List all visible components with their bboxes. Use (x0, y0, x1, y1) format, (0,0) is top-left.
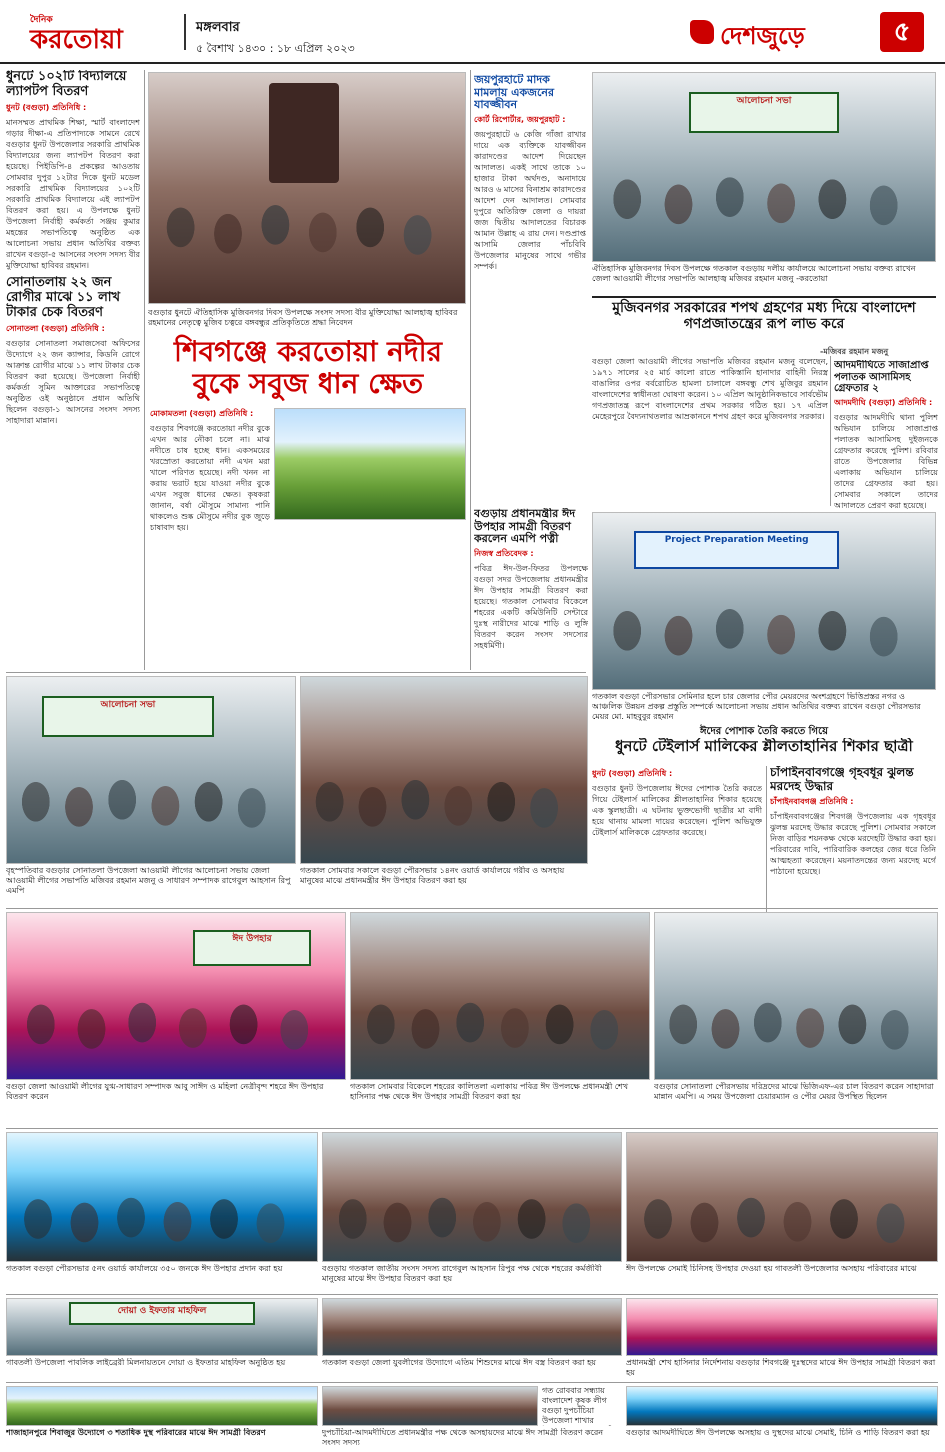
row-rule (6, 1128, 938, 1129)
iftar-banner: দোয়া ও ইফতার মাহফিল (69, 1302, 255, 1324)
article-cheque (6, 276, 140, 666)
body-green-paddy: বগুড়ার শিবগঞ্জে করতোয়া নদীর বুকে এখন আর নৌকা চলে না। মাঝ নদীতে চাষ হচ্ছে ধান। একসময়ের খরস্রোতা করতোয়া নদী এখন মরা খালে পরিণত হয়েছে। নদী খনন না করায় ভরাট হয়ে যাওয়া নদীর বুকে এখন সবুজ ধানের ক্ষেত। কৃষকরা জানান, বর্ষা মৌসুমে সামান্য পানি থাকলেও শুষ্ক মৌসুমে নদীর বুক জুড়ে চাষাবাদ হয়। (150, 424, 270, 532)
caption-krishak-league: গত রোববার সন্ধ্যায় বাংলাদেশ কৃষক লীগ বগুড়া দুপচাঁচিয়া উপজেলা শাখার (542, 1386, 607, 1425)
photo-project-meeting (592, 512, 936, 690)
photo-shajahanpur-gift (6, 1386, 318, 1426)
project-banner: Project Preparation Meeting (634, 531, 839, 570)
caption-ward-gift: গতকাল সোমবার সকালে বগুড়া পৌরসভার ১৪নং ওয়ার্ড কার্যালয়ে গরীব ও অসহায় মানুষের মাঝে প্রধানমন্ত্রীর ঈদ উপহার বিতরণ করা হয় (300, 866, 565, 885)
caption-shajahanpur-gift: শাজাহানপুরে শিবাজুর উদ্যোগে ৩ শতাধিক দুস্থ পরিবারের মাঝে ঈদ সামগ্রী বিতরণ (6, 1428, 266, 1437)
page-number: ৫ (880, 12, 924, 52)
body-housewife: চাঁপাইনবাবগঞ্জের শিবগঞ্জ উপজেলায় এক গৃহবধূর ঝুলন্ত মরদেহ উদ্ধার করেছে পুলিশ। সোমবার সকালে নিজ বাড়ির শয়নকক্ষ থেকে মরদেহটি উদ্ধার করা হয়। পরিবারের দাবি, পারিবারিক কলহের জের ধরে তিনি আত্মহত্যা করেছেন। ময়নাতদন্তের জন্য মরদেহ মর্গে পাঠানো হয়েছে। (770, 811, 936, 876)
photo-crowd (7, 1191, 317, 1261)
caption-tribute: বগুড়ার ধুনটে ঐতিহাসিক মুজিবনগর দিবস উপলক্ষে সংসদ সদস্য বীর মুক্তিযোদ্ধা আলহাজ্ব হাবিবর রহমানের নেতৃত্বে মুজিব চত্বরে বঙ্গবন্ধুর প্রতিকৃতিতে শ্রদ্ধা নিবেদন (148, 308, 458, 327)
article-laptop (6, 70, 140, 270)
issue-day: মঙ্গলবার (196, 20, 240, 35)
article-eid-gift (474, 508, 588, 668)
body-mujibnagar: বগুড়া জেলা আওয়ামী লীগের সভাপতি মজিবর রহমান মজনু বলেছেন, ১৯৭১ সালের ২৫ মার্চ কালো রাতে পাকিস্তানি হানাদার বাহিনী নিরস্ত্র বাঙালির ওপর বর্বরোচিত হামলা চালালে বঙ্গবন্ধু শেখ মুজিবুর রহমান বাংলাদেশের স্বাধীনতা ঘোষণা করেন। ১০ এপ্রিল আনুষ্ঠানিকভাবে সার্বভৌম গণপ্রজাতন্ত্র রূপে বাংলাদেশের প্রথম সরকার গঠিত হয়। ১৭ এপ্রিল মেহেরপুরে বৈদ্যনাথতলার আম্রকাননে শপথ গ্রহণ করে মুজিবনগর সরকার। (592, 357, 828, 421)
caption-mujibnagar-text: ঐতিহাসিক মুজিবনগর দিবস উপলক্ষে গতকাল বগুড়ায় দলীয় কার্যালয়ে আলোচনা সভায় বক্তব্য রাখেন জেলা আওয়ামী লীগের সভাপতি আলহাজ্ব মজিবর রহমান মজনু (592, 264, 916, 283)
photo-crowd (149, 177, 465, 304)
caption-iftar-mahfil: গাবতলী উপজেলা পাবলিক লাইব্রেরী মিলনায়তনে দোয়া ও ইফতার মাহফিল অনুষ্ঠিত হয় (6, 1358, 286, 1367)
caption-shibganj-gift: প্রধানমন্ত্রী শেখ হাসিনার নির্দেশনায় বগুড়ার শিবগঞ্জে দুঃস্থদের মাঝে ঈদ উপহার সামগ্রী বিতরণ করা হয় (626, 1358, 936, 1377)
caption-vgf-rice: বগুড়ার সোনাতলা পৌরসভায় দরিদ্রদের মাঝে ভিজিএফ-এর চাল বিতরণ করেন সাহাদারা মান্নান এমপি। এ সময় উপজেলা চেয়ারম্যান ও পৌর মেয়র উপস্থিত ছিলেন (654, 1082, 934, 1101)
photo-adamdighi-gift (626, 1386, 938, 1426)
photo-eid-women (6, 912, 346, 1080)
body-drugs: জয়পুরহাটে ৬ কেজি গাঁজা রাখার দায়ে এক ব্যক্তিকে যাবজ্জীবন কারাদণ্ডের আদেশ দিয়েছেন আদালত। একই সাথে তাকে ১০ হাজার টাকা অর্থদণ্ড, অনাদায়ে আরও ৬ মাসের বিনাশ্রম কারাদণ্ডের আদেশ দেন আদালত। সোমবার দুপুরে অতিরিক্ত জেলা ও দায়রা জজ দ্বিতীয় আদালতের বিচারক আমান উল্লাহ এ রায় দেন। দণ্ডপ্রাপ্ত আসামি জেলার পাঁচবিবি উপজেলার মানুষের সাথে গভীর সম্পর্ক। (474, 129, 586, 271)
article-drugs (474, 74, 586, 504)
portrait-frame (269, 83, 339, 183)
headline-mujibnagar: মুজিবনগর সরকারের শপথ গ্রহণের মধ্য দিয়ে বাংলাদেশ গণপ্রজাতন্ত্রের রূপ লাভ করে (612, 300, 916, 333)
headline-housewife: চাঁপাইনবাবগঞ্জে গৃহবধূর ঝুলন্ত মরদেহ উদ্ধার (770, 766, 914, 793)
headline-cheque: সোনাতলায় ২২ জন রোগীর মাঝে ১১ লাখ টাকার চেক বিতরণ (6, 276, 121, 320)
photo-sonatola-meeting (6, 676, 296, 864)
photo-orphan-cloth (322, 1298, 622, 1356)
row-rule (6, 1382, 938, 1383)
photo-crowd (655, 988, 937, 1079)
row-rule (6, 1294, 938, 1295)
headline-laptop: ধুনটে ১০২টি বিদ্যালয়ে ল্যাপটপ বিতরণ (6, 70, 127, 99)
photo-tribute (148, 72, 466, 304)
caption-mp-gift: বগুড়ায় গতকাল জাতীয় সংসদ সদস্য রাগেবুল আহসান রিপুর পক্ষ থেকে শহরের কর্মজীবী মানুষের মাঝে ঈদ উপহার বিতরণ করা হয় (322, 1264, 602, 1283)
masthead (0, 0, 945, 64)
article-green-paddy (150, 406, 270, 636)
headline-arrest: আদমদীঘিতে সাজাপ্রাপ্ত পলাতক আসামিসহ গ্রেফতার ২ (834, 360, 929, 394)
column-rule (470, 70, 471, 670)
kicker-eid-dress: ঈদের পোশাক তৈরি করতে গিয়ে (699, 726, 829, 737)
byline-arrest: আদমদীঘি (বগুড়া) প্রতিনিধি : (834, 397, 933, 407)
byline-laptop: ধুনট (বগুড়া) প্রতিনিধি : (6, 102, 87, 112)
meeting-banner: আলোচনা সভা (42, 696, 215, 737)
photo-crowd (323, 1191, 621, 1261)
headline-eid-gift: বগুড়ায় প্রধানমন্ত্রীর ঈদ উপহার সামগ্রী বিতরণ করলেন এমপি পত্নী (474, 508, 576, 546)
photo-crowd (351, 988, 649, 1079)
masthead-divider (184, 14, 186, 50)
byline-cheque: সোনাতলা (বগুড়া) প্রতিনিধি : (6, 323, 105, 333)
photo-ward-gift (300, 676, 588, 864)
row-rule (6, 672, 586, 673)
caption-sonatola-meeting: বৃহস্পতিবার বগুড়ার সোনাতলা উপজেলা আওয়ামী লীগের আলোচনা সভায় জেলা আওয়ামী লীগের সভাপতি মজিবর রহমান মজনু ও সাধারণ সম্পাদক রাগেবুল আহসান রিপু এমপি (6, 866, 291, 895)
newspaper-logo (30, 12, 170, 55)
meeting-banner: আলোচনা সভা (689, 92, 839, 133)
photo-vgf-rice (654, 912, 938, 1080)
article-arrest (834, 360, 938, 510)
photo-dupchanchia-gift (322, 1386, 538, 1426)
photo-crowd (301, 761, 587, 863)
article-housewife (770, 766, 936, 936)
logo-small-text: দৈনিক (30, 15, 53, 25)
article-tailor (592, 766, 762, 936)
caption-mujibnagar-credit: -করতোয়া (796, 274, 828, 283)
byline-eid-gift: নিজস্ব প্রতিবেদক : (474, 548, 534, 558)
section-title: দেশজুড়ে (720, 22, 805, 50)
byline-drugs: কোর্ট রিপোর্টার, জয়পুরহাট : (474, 114, 566, 124)
column-rule (830, 356, 831, 506)
photo-crowd (593, 158, 935, 261)
caption-project-meeting: গতকাল বগুড়া পৌরসভার সেমিনার হলে চার জেলার পৌর মেয়রদের অংশগ্রহণে ভিত্তিপ্রস্তর নগর ও আঞ্চলিক উন্নয়ন প্রকল্প প্রস্তুতি সম্পর্কে আলোচনা সভায় প্রধান অতিথির বক্তব্য রাখেন বগুড়া পৌরসভার মেয়র মো. মাহবুবুর রহমান (592, 692, 921, 721)
photo-gabtoli-gift (626, 1132, 938, 1262)
caption-dupchanchia-gift: দুপচাঁচিয়া-আদমদীঘিতে প্রধানমন্ত্রীর পক্ষ থেকে অসহায়দের মাঝে ঈদ সামগ্রী বিতরণ করেন সংসদ সদস্য (322, 1428, 604, 1447)
photo-shibganj-gift (626, 1298, 938, 1356)
caption-orphan-cloth: গতকাল বগুড়া জেলা যুবলীগের উদ্যোগে এতিম শিশুদের মাঝে ঈদ বস্ত্র বিতরণ করা হয় (322, 1358, 596, 1367)
row-rule (6, 908, 938, 909)
byline-housewife: চাঁপাইনবাবগঞ্জ প্রতিনিধি : (770, 796, 854, 806)
photo-iftar-mahfil (6, 1298, 318, 1356)
headline-drugs: জয়পুরহাটে মাদক মামলায় একজনের যাবজ্জীবন (474, 74, 555, 112)
bangladesh-map-icon (690, 20, 714, 44)
column-rule (766, 766, 767, 936)
headline-block-mujibnagar (592, 296, 936, 342)
body-eid-gift: পবিত্র ঈদ-উল-ফিতর উপলক্ষে বগুড়া সদর উপজেলায় প্রধানমন্ত্রীর ঈদ উপহার সামগ্রী বিতরণ করা হয়েছে। গতকাল সোমবার বিকেলে শহরের একটি কমিউনিটি সেন্টারে দুঃস্থ নারীদের মাঝে শাড়ি ও লুঙ্গি বিতরণ করেন সংসদ সদস্যের সহধর্মিণী। (474, 563, 588, 650)
caption-kalitola-gift: গতকাল সোমবার বিকেলে শহরের কালিতলা এলাকায় পবিত্র ঈদ উপলক্ষে প্রধানমন্ত্রী শেখ হাসিনার পক্ষ থেকে ঈদ উপহার সামগ্রী বিতরণ করা হয় (350, 1082, 629, 1101)
headline-green-paddy: শিবগঞ্জে করতোয়া নদীর বুকে সবুজ ধান ক্ষেত (174, 335, 442, 400)
caption-gabtoli-gift: ঈদ উপলক্ষে সেমাই চিনিসহ উপহার দেওয়া হয় গাবতলী উপজেলার অসহায় পরিবারের মাঝে (626, 1264, 917, 1273)
caption-mujibnagar (592, 264, 936, 294)
photo-meeting-mujibnagar (592, 72, 936, 262)
body-tailor: বগুড়ার ধুনট উপজেলায় ঈদের পোশাক তৈরি করতে গিয়ে টেইলার্স মালিকের শ্লীলতাহানির শিকার হয়েছে এক স্কুলছাত্রী। এ ঘটনায় ভুক্তভোগী ছাত্রীর মা বাদী হয়ে থানায় মামলা দায়ের করেছেন। পুলিশ অভিযুক্ত টেইলার্স মালিককে গ্রেফতার করেছে। (592, 784, 762, 837)
column-rule (144, 70, 145, 670)
photo-crowd (7, 761, 295, 863)
headline-tailor: ধুনটে টেইলার্স মালিকের শ্লীলতাহানির শিকার ছাত্রী (615, 738, 913, 755)
byline-green-paddy: মোকামতলা (বগুড়া) প্রতিনিধি : (150, 409, 254, 418)
photo-crowd (7, 988, 345, 1079)
body-arrest: বগুড়ার আদমদীঘি থানা পুলিশ অভিযান চালিয়ে সাজাপ্রাপ্ত পলাতক আসামিসহ দুইজনকে গ্রেফতার করেছে পুলিশ। রবিবার রাতে উপজেলার বিভিন্ন এলাকায় অভিযান চালিয়ে তাদের গ্রেফতার করা হয়। সোমবার সকালে তাদের আদালতে প্রেরণ করা হয়েছে। (834, 412, 938, 510)
photo-ward5-gift (6, 1132, 318, 1262)
photo-mp-gift (322, 1132, 622, 1262)
caption-ward5-gift: গতকাল বগুড়া পৌরসভার ৫নং ওয়ার্ড কার্যালয়ে ৩৫০ জনকে ঈদ উপহার প্রদান করা হয় (6, 1264, 283, 1273)
photo-green-paddy (274, 408, 466, 520)
byline-tailor: ধুনট (বগুড়া) প্রতিনিধি : (592, 769, 673, 778)
photo-crowd (593, 592, 935, 689)
photo-crowd (627, 1191, 937, 1261)
photo-kalitola-gift (350, 912, 650, 1080)
caption-adamdighi-gift: বগুড়ার আদমদীঘিতে ঈদ উপলক্ষে অসহায় ও দুস্থদের মাঝে সেমাই, চিনি ও শাড়ি বিতরণ করা হয় (626, 1428, 930, 1437)
body-cheque: বগুড়ার সোনাতলা সমাজসেবা অফিসের উদ্যোগে ২২ জন ক্যান্সার, কিডনি রোগে আক্রান্ত রোগীর মাঝে ১১ লাখ টাকার চেক বিতরণ করা হয়েছে। উপজেলা নির্বাহী কর্মকর্তা সুমিন আক্তারের সভাপতিত্বে অনুষ্ঠিত ওই অনুষ্ঠানে প্রধান অতিথি ছিলেন বগুড়া-১ আসনের সংসদ সদস্য সাহাদারা মান্নান। (6, 338, 140, 425)
logo-main-text: করতোয়া (30, 25, 123, 55)
byline-mujibnagar: -মজিবর রহমান মজনু (820, 347, 889, 356)
eid-banner: ঈদ উপহার (193, 930, 311, 967)
headline-block-tailor (592, 738, 936, 764)
issue-date: ৫ বৈশাখ ১৪৩০ : ১৮ এপ্রিল ২০২৩ (196, 42, 355, 55)
caption-eid-women: বগুড়া জেলা আওয়ামী লীগের যুগ্ম-সাধারণ সম্পাদক আবু সাঈদ ও মহিলা নেত্রীবৃন্দ শহরে ঈদ উপহার বিতরণ করেন (6, 1082, 324, 1101)
body-laptop: মানসম্মত প্রাথমিক শিক্ষা, স্মার্ট বাংলাদেশ গড়ার দীক্ষা-এ প্রতিপাদ্যকে সামনে রেখে বগুড়ার ধুনট উপজেলার সরকারি প্রাথমিক বিদ্যালয়ের জন্য ল্যাপটপ বিতরণ করা হয়েছে। পিইডিপি-৪ প্রকল্পের আওতায় সোমবার দুপুর ১২টার দিকে ধুনট মডেল সরকারি প্রাথমিক বিদ্যালয়ের ১০২টি সরকারি প্রাথমিক বিদ্যালয়ে এই ল্যাপটপ বিতরণ করা হয়। এ উপলক্ষে ধুনট উপজেলা নির্বাহী কর্মকর্তা সঞ্জয় কুমার মহন্তের সভাপতিত্বে অনুষ্ঠিত এক আলোচনা সভায় প্রধান অতিথির বক্তব্য রাখেন বগুড়া-৫ আসনের সংসদ সদস্য বীর মুক্তিযোদ্ধা হাবিবর রহমান। (6, 117, 140, 270)
